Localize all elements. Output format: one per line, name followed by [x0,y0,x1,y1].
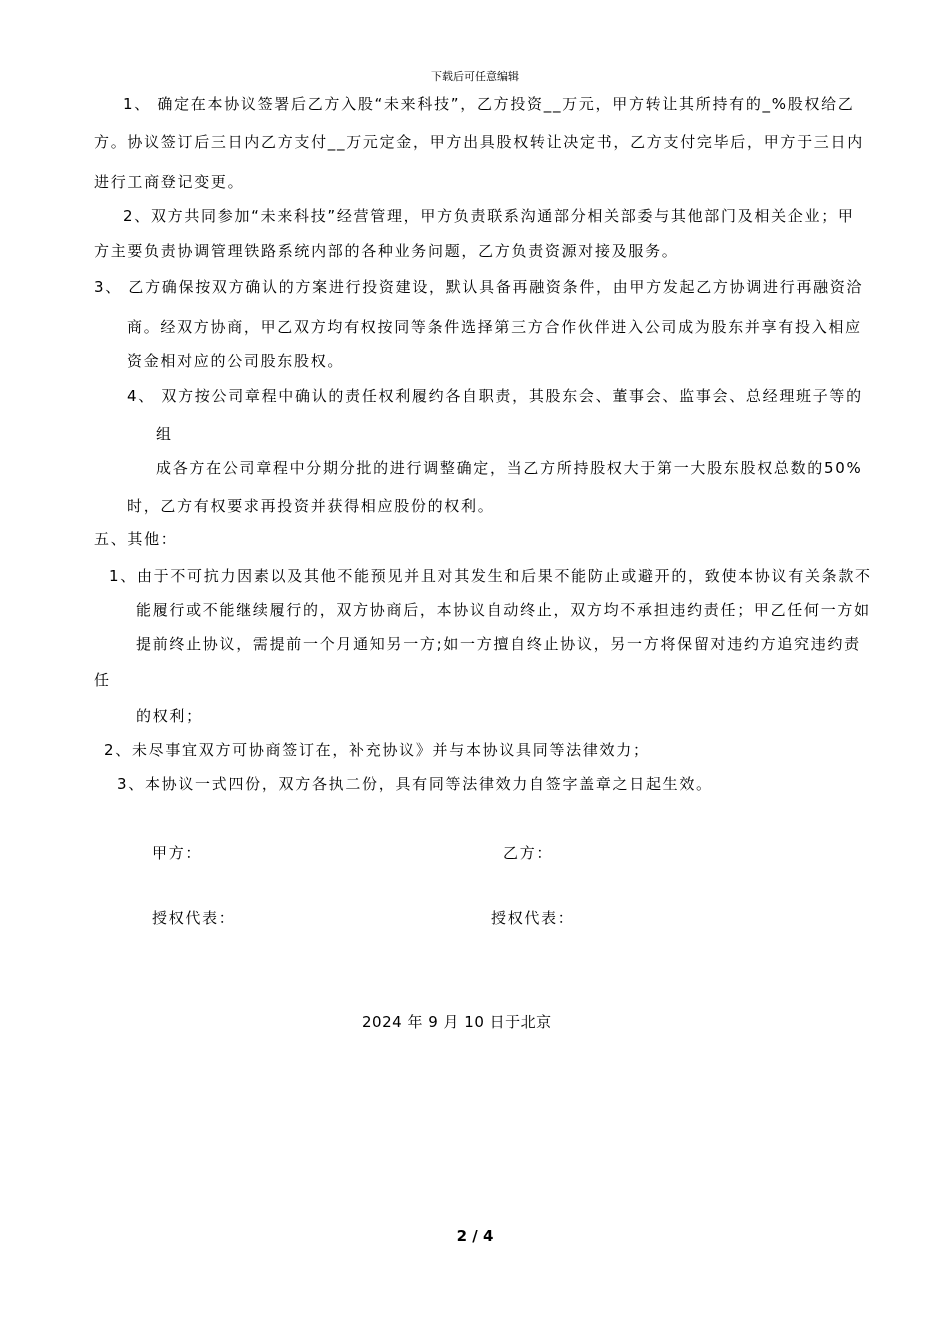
signing-date-place: 2024 年 9 月 10 日于北京 [362,1013,552,1031]
clause-4-2-line-2: 方主要负责协调管理铁路系统内部的各种业务问题，乙方负责资源对接及服务。 [94,242,679,260]
clause-5-1-line-3: 提前终止协议，需提前一个月通知另一方;如一方擅自终止协议，另一方将保留对违约方追究违约责 [136,635,861,653]
clause-5-1-line-4: 任 [94,671,111,689]
party-b-label: 乙方： [503,844,554,862]
clause-4-4-line-2: 组 [156,425,173,443]
page-number: 2 / 4 [456,1227,494,1245]
clause-4-3-line-3: 资金相对应的公司股东股权。 [127,352,345,370]
clause-5-1-line-1: 1、由于不可抗力因素以及其他不能预见并且对其发生和后果不能防止或避开的，致使本协议有关条款不 [109,567,872,585]
party-a-representative-label: 授权代表： [152,909,236,927]
clause-5-3: 3、本协议一式四份，双方各执二份，具有同等法律效力自签字盖章之日起生效。 [117,775,713,793]
party-a-label: 甲方： [152,844,203,862]
page-header: 下载后可任意编辑 [431,70,519,83]
clause-4-1-line-2: 方。协议签订后三日内乙方支付__万元定金，甲方出具股权转让决定书，乙方支付完毕后，甲方于三日内 [94,133,864,151]
clause-4-2-line-1: 2、双方共同参加“未来科技”经营管理，甲方负责联系沟通部分相关部委与其他部门及相关企业；甲 [123,207,855,225]
clause-5-2: 2、未尽事宜双方可协商签订在，补充协议》并与本协议具同等法律效力； [104,741,650,759]
clause-4-4-line-3: 成各方在公司章程中分期分批的进行调整确定，当乙方所持股权大于第一大股东股权总数的50% [156,459,863,477]
clause-4-4-line-1: 4、 双方按公司章程中确认的责任权利履约各自职责，其股东会、董事会、监事会、总经理班子等的 [127,387,863,405]
section-5-heading: 五、其他： [94,530,178,548]
clause-4-3-line-1: 3、 乙方确保按双方确认的方案进行投资建设，默认具备再融资条件，由甲方发起乙方协调进行再融资洽 [94,278,864,296]
clause-5-1-line-5: 的权利； [136,707,203,725]
party-b-representative-label: 授权代表： [491,909,575,927]
clause-4-4-line-4: 时，乙方有权要求再投资并获得相应股份的权利。 [127,497,495,515]
clause-4-1-line-3: 进行工商登记变更。 [94,173,245,191]
clause-5-1-line-2: 能履行或不能继续履行的，双方协商后，本协议自动终止，双方均不承担违约责任；甲乙任何一方如 [136,601,871,619]
clause-4-3-line-2: 商。经双方协商，甲乙双方均有权按同等条件选择第三方合作伙伴进入公司成为股东并享有投入相应 [127,318,862,336]
clause-4-1-line-1: 1、 确定在本协议签署后乙方入股“未来科技”，乙方投资__万元，甲方转让其所持有的_%股权给乙 [123,95,855,113]
